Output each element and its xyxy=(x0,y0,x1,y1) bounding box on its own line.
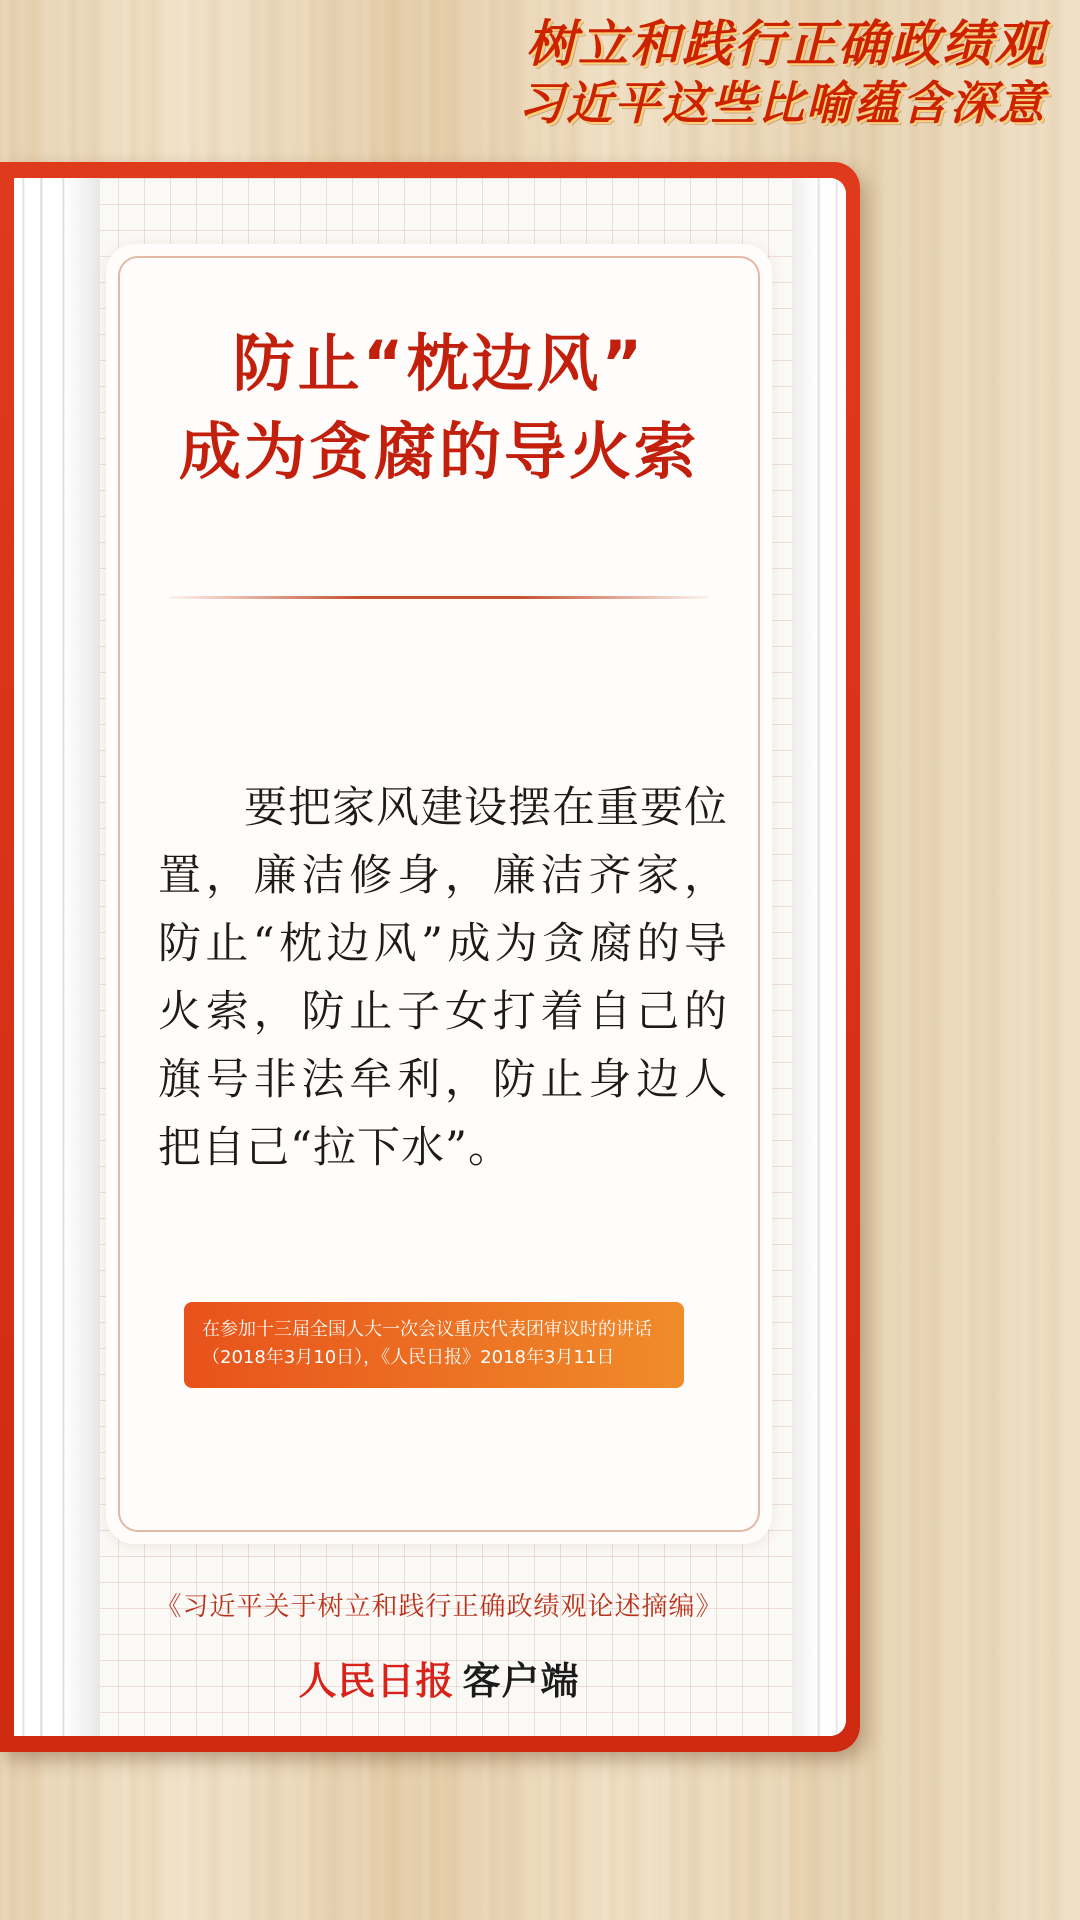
content-sheet xyxy=(106,244,772,1544)
brand-name-dark: 客户端 xyxy=(462,1659,580,1703)
right-page-edge-decoration xyxy=(792,178,846,1736)
page-title-line-1: 防止“枕边风” xyxy=(232,327,646,400)
source-line-2: （2018年3月10日），《人民日报》2018年3月11日 xyxy=(202,1347,615,1368)
header-title-line-1: 树立和践行正确政绩观 xyxy=(526,15,1046,73)
poster-header xyxy=(0,0,1080,160)
brand-name-red: 人民日报 xyxy=(298,1658,455,1703)
grid-paper-panel xyxy=(14,178,846,1736)
header-title-line-2: 习近平这些比喻蕴含深意 xyxy=(518,76,1046,130)
brand-footer xyxy=(106,1650,772,1705)
source-line-1: 在参加十三届全国人大一次会议重庆代表团审议时的讲话 xyxy=(202,1319,652,1340)
left-page-edge-decoration xyxy=(14,178,100,1736)
book-reference: 《习近平关于树立和践行正确政绩观论述摘编》 xyxy=(155,1592,723,1622)
header-title-group xyxy=(518,14,1046,132)
source-badge xyxy=(184,1302,684,1388)
page-title xyxy=(146,320,732,496)
quote-body-text: 要把家风建设摆在重要位置，廉洁修身，廉洁齐家，防止“枕边风”成为贪腐的导火索，防止子女打着自己的旗号非法牟利，防止身边人把自己“拉下水”。 xyxy=(158,783,728,1173)
page-title-line-2: 成为贪腐的导火索 xyxy=(178,415,699,488)
red-card-frame xyxy=(0,162,860,1752)
title-divider xyxy=(170,596,708,599)
